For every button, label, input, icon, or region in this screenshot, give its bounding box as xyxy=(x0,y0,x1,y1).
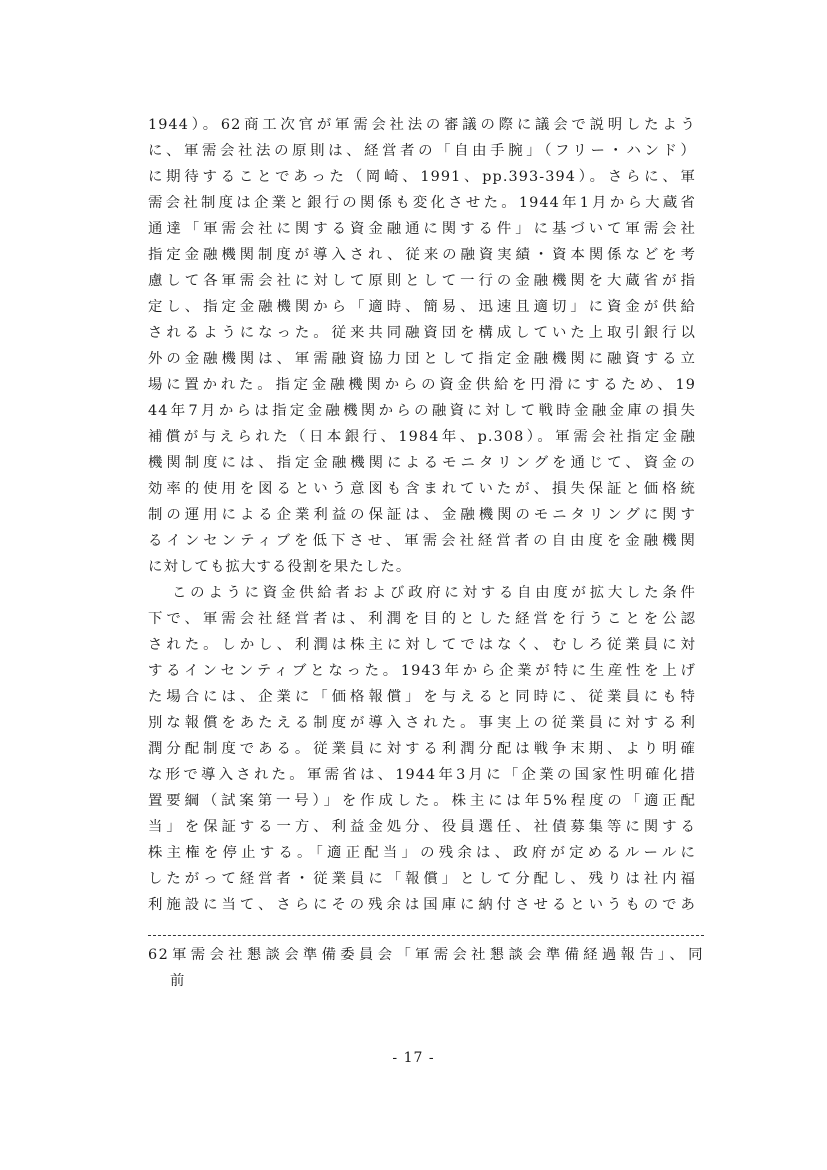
text-line: 通達「軍需会社に関する資金融通に関する件」に基づいて軍需会社 xyxy=(148,221,696,237)
footnote-line: 前 xyxy=(170,973,186,989)
footnote xyxy=(148,942,704,994)
text-line: 定し、指定金融機関から「適時、簡易、迅速且適切」に資金が供給 xyxy=(148,299,696,315)
page-number: - 17 - xyxy=(392,1050,435,1066)
text-line: 別な報償をあたえる制度が導入された。事実上の従業員に対する利 xyxy=(148,715,696,731)
text-line: 指定金融機関制度が導入され、従来の融資実績・資本関係などを考 xyxy=(148,247,696,263)
text-line: 潤分配制度である。従業員に対する利潤分配は戦争末期、より明確 xyxy=(148,741,696,757)
text-line: されるようになった。従来共同融資団を構成していた上取引銀行以 xyxy=(148,325,696,341)
text-line: な形で導入された。軍需省は、1944年3月に「企業の国家性明確化措 xyxy=(148,767,696,783)
text-line: 需会社制度は企業と銀行の関係も変化させた。1944年1月から大蔵省 xyxy=(148,195,696,211)
text-line: 置要綱（試案第一号）」を作成した。株主には年5%程度の「適正配 xyxy=(148,793,696,809)
text-line: 外の金融機関は、軍需融資協力団として指定金融機関に融資する立 xyxy=(148,351,696,367)
main-text xyxy=(148,112,696,918)
text-line: 1944）。62商工次官が軍需会社法の審議の際に議会で説明したよう xyxy=(148,117,696,133)
text-line: た場合には、企業に「価格報償」を与えると同時に、従業員にも特 xyxy=(148,689,696,705)
text-line: このように資金供給者および政府に対する自由度が拡大した条件 xyxy=(172,585,696,601)
text-line: したがって経営者・従業員に「報償」として分配し、残りは社内福 xyxy=(148,871,696,887)
text-line: するインセンティブとなった。1943年から企業が特に生産性を上げ xyxy=(148,663,696,679)
footnote-line: 62軍需会社懇談会準備委員会「軍需会社懇談会準備経過報告」、同 xyxy=(148,947,704,963)
text-line: に期待することであった（岡崎、1991、pp.393-394）。さらに、軍 xyxy=(148,169,696,185)
text-line: に、軍需会社法の原則は、経営者の「自由手腕」（フリー・ハンド） xyxy=(148,143,696,159)
text-line: 効率的使用を図るという意図も含まれていたが、損失保証と価格統 xyxy=(148,481,696,497)
text-line: るインセンティブを低下させ、軍需会社経営者の自由度を金融機関 xyxy=(148,533,696,549)
text-line: 株主権を停止する。「適正配当」の残余は、政府が定めるルールに xyxy=(148,845,696,861)
text-line: 制の運用による企業利益の保証は、金融機関のモニタリングに関す xyxy=(148,507,696,523)
text-line: に対しても拡大する役割を果たした。 xyxy=(148,559,412,575)
text-line: 下で、軍需会社経営者は、利潤を目的とした経営を行うことを公認 xyxy=(148,611,696,627)
footnote-divider xyxy=(148,935,704,936)
text-line: 44年7月からは指定金融機関からの融資に対して戦時金融金庫の損失 xyxy=(148,403,696,419)
text-line: 補償が与えられた（日本銀行、1984年、p.308）。軍需会社指定金融 xyxy=(148,429,696,445)
text-line: 機関制度には、指定金融機関によるモニタリングを通じて、資金の xyxy=(148,455,696,471)
text-line: 利施設に当て、さらにその残余は国庫に納付させるというものであ xyxy=(148,897,696,913)
text-line: 当」を保証する一方、利益金処分、役員選任、社債募集等に関する xyxy=(148,819,696,835)
text-line: 場に置かれた。指定金融機関からの資金供給を円滑にするため、19 xyxy=(148,377,696,393)
text-line: 慮して各軍需会社に対して原則として一行の金融機関を大蔵省が指 xyxy=(148,273,696,289)
text-line: された。しかし、利潤は株主に対してではなく、むしろ従業員に対 xyxy=(148,637,696,653)
